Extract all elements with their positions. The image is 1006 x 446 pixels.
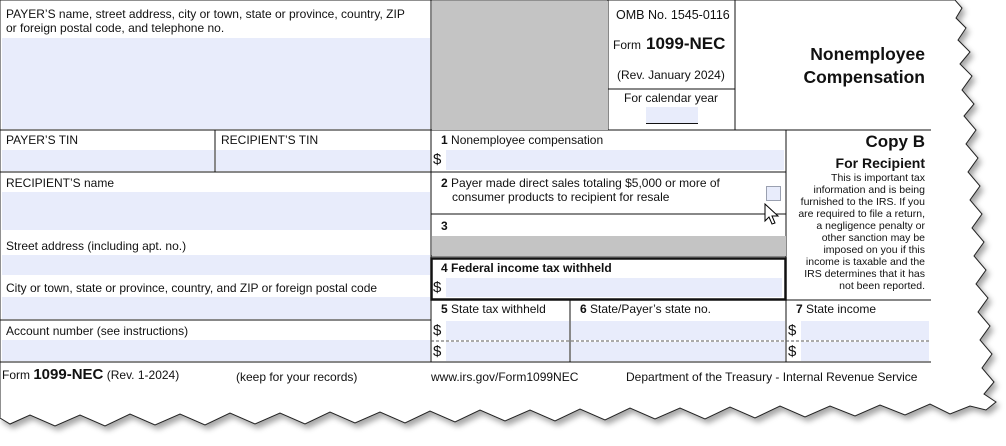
street-address-label: Street address (including apt. no.) xyxy=(6,239,187,253)
street-address-field[interactable] xyxy=(2,255,430,275)
form-title-line2: Compensation xyxy=(803,67,925,87)
city-field[interactable] xyxy=(2,297,430,319)
copy-subtitle: For Recipient xyxy=(835,155,925,171)
recipient-tin-label: RECIPIENT’S TIN xyxy=(221,133,319,147)
box5-dollar-2: $ xyxy=(433,343,442,360)
box2-checkbox[interactable] xyxy=(766,186,781,201)
recipient-name-field[interactable] xyxy=(2,192,430,230)
box6-state-payer-no-field-1[interactable] xyxy=(571,321,785,340)
payer-tin-label: PAYER’S TIN xyxy=(6,133,79,147)
account-number-field[interactable] xyxy=(2,340,430,361)
box5-number: 5 xyxy=(441,302,448,316)
mouse-cursor-icon xyxy=(764,203,780,227)
box7-dollar-2: $ xyxy=(788,343,797,360)
city-label: City or town, state or province, country, and ZIP or foreign postal code xyxy=(6,281,378,295)
payer-name-field[interactable] xyxy=(2,38,430,129)
box6-state-payer-no-field-2[interactable] xyxy=(571,342,785,361)
box5-state-tax-field-2[interactable] xyxy=(446,342,569,361)
footer-form-number: 1099-NEC xyxy=(33,366,104,383)
account-number-label: Account number (see instructions) xyxy=(6,324,189,338)
calendar-year-field[interactable] xyxy=(646,107,698,124)
box6-number: 6 xyxy=(580,302,587,316)
box7-state-income-field-1[interactable] xyxy=(801,321,929,340)
footer-revision: (Rev. 1-2024) xyxy=(106,368,180,382)
box5-state-tax-field-1[interactable] xyxy=(446,321,569,340)
calendar-year-label: For calendar year xyxy=(624,91,719,105)
copy-notice: This is important tax information and is being furnished to the IRS. If you are required to file a return, a negligence penalty or other sanction may be imposed on you if this income is taxable and the IRS determines that it has not been reported. xyxy=(798,172,925,292)
footer-keep-records: (keep for your records) xyxy=(236,370,358,384)
shaded-area-top xyxy=(432,1,608,130)
payer-name-label-line2: or foreign postal code, and telephone no. xyxy=(6,21,225,35)
form-number: 1099-NEC xyxy=(646,34,726,53)
box7-dollar-1: $ xyxy=(788,322,797,339)
box1-nonemployee-compensation-field[interactable] xyxy=(446,150,784,170)
box1-dollar: $ xyxy=(433,151,442,168)
footer-form-word: Form xyxy=(2,368,30,382)
form-revision: (Rev. January 2024) xyxy=(617,68,725,82)
box4-federal-tax-withheld-field[interactable] xyxy=(446,278,782,297)
box3-number: 3 xyxy=(441,219,448,233)
copy-title: Copy B xyxy=(865,132,925,151)
footer-department: Department of the Treasury - Internal Revenue Service xyxy=(626,370,918,384)
payer-name-label: PAYER’S name, street address, city or town, state or province, country, ZIP xyxy=(6,7,405,21)
box1-label: Nonemployee compensation xyxy=(451,133,604,147)
recipient-name-label: RECIPIENT’S name xyxy=(6,176,115,190)
box7-number: 7 xyxy=(796,302,803,316)
box7-state-income-field-2[interactable] xyxy=(801,342,929,361)
shaded-area-box3 xyxy=(432,236,786,256)
footer-url[interactable]: www.irs.gov/Form1099NEC xyxy=(431,370,579,384)
box5-dollar-1: $ xyxy=(433,322,442,339)
box4-dollar: $ xyxy=(433,279,442,296)
recipient-tin-field[interactable] xyxy=(216,150,430,171)
box7-label: State income xyxy=(806,302,877,316)
box2-label: Payer made direct sales totaling $5,000 or more of xyxy=(451,176,720,190)
form-title-line1: Nonemployee xyxy=(810,44,925,64)
box6-label: State/Payer’s state no. xyxy=(590,302,711,316)
box5-label: State tax withheld xyxy=(451,302,546,316)
omb-number: OMB No. 1545-0116 xyxy=(616,8,730,22)
payer-tin-field[interactable] xyxy=(2,150,214,171)
box2-label-line2: consumer products to recipient for resale xyxy=(452,190,670,204)
box2-number: 2 xyxy=(441,176,448,190)
form-word: Form xyxy=(613,38,641,52)
box4-label: 4 Federal income tax withheld xyxy=(441,261,612,275)
box1-number: 1 xyxy=(441,133,448,147)
